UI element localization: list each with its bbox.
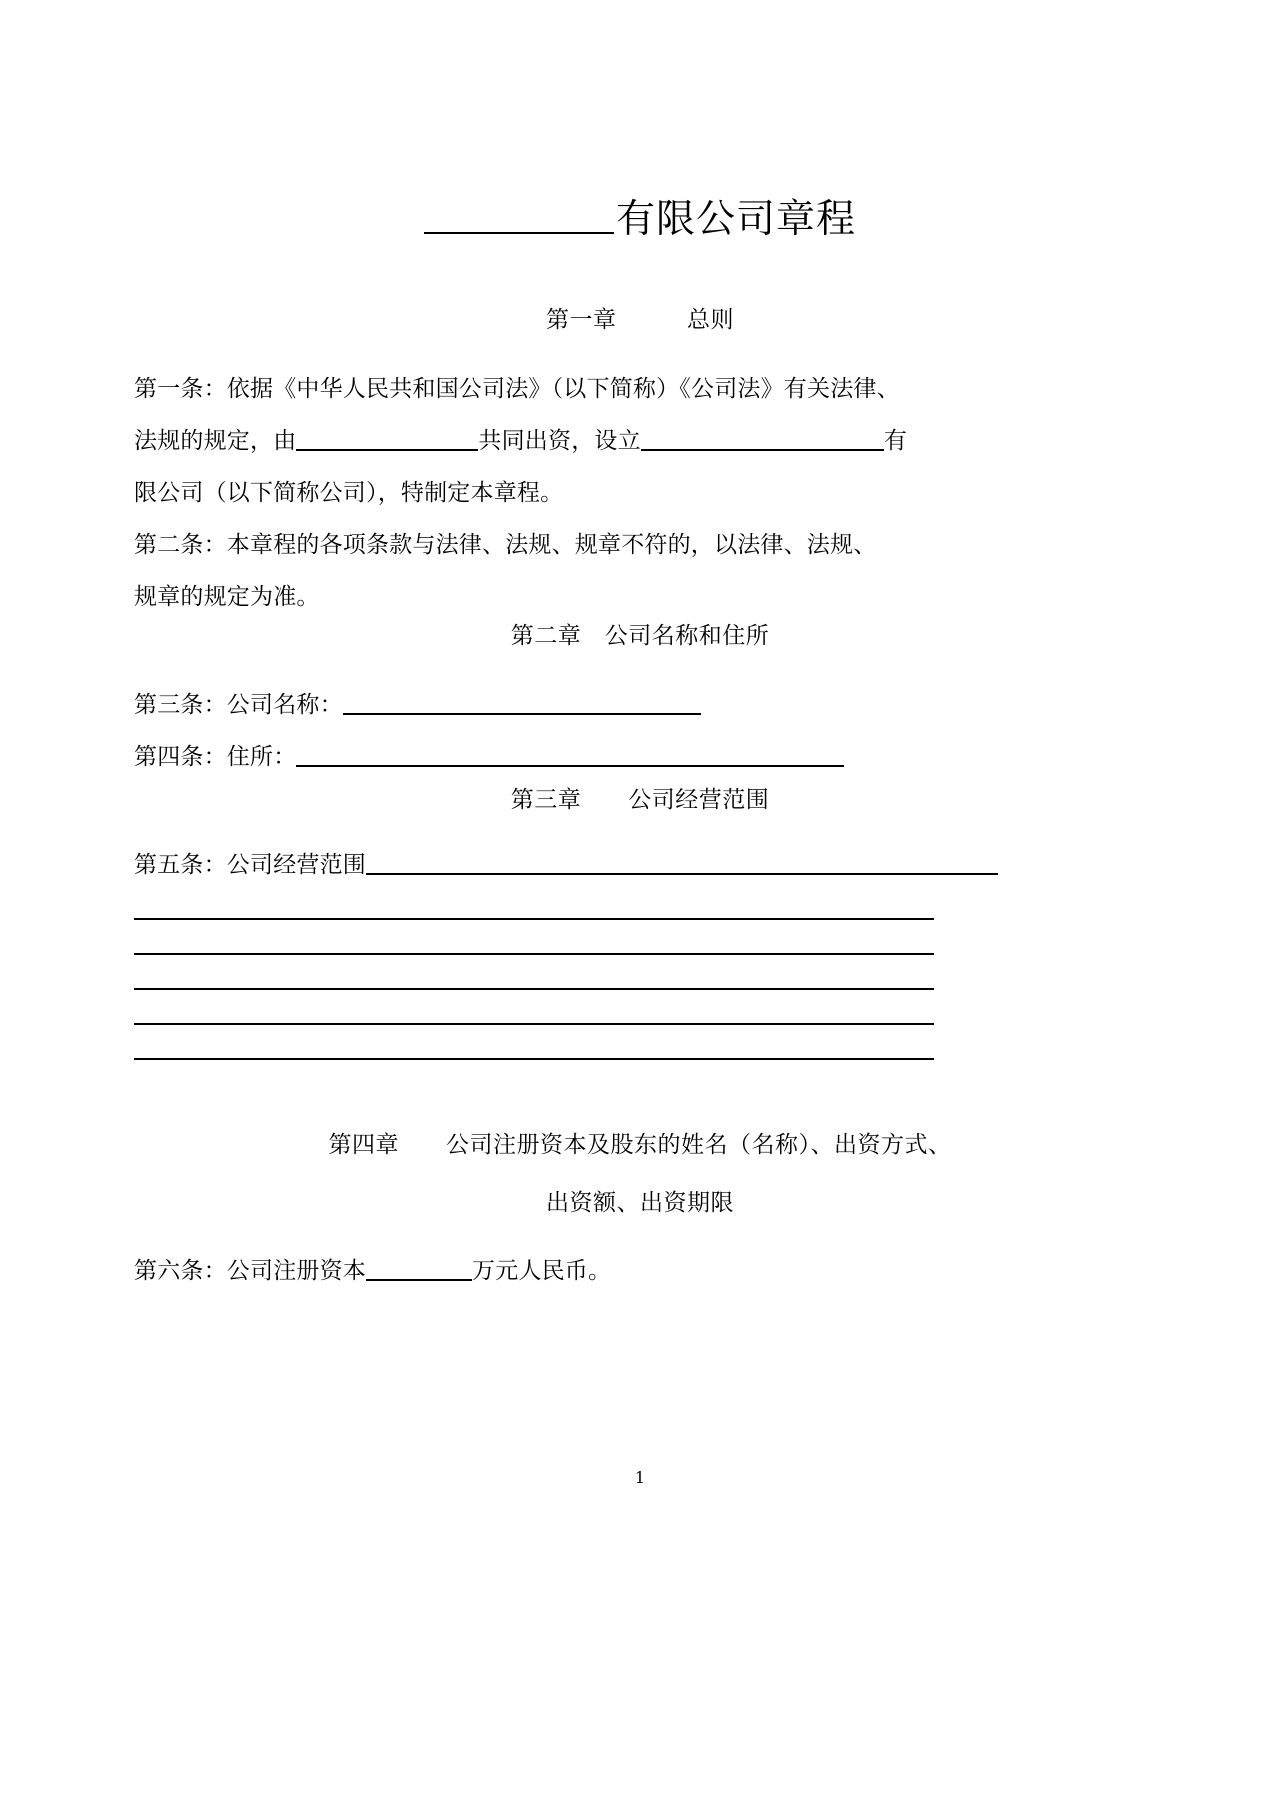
article-1-line-2 [134,415,1146,467]
chapter-1-heading: 第一章 总则 [546,307,734,333]
article-6-line [134,1245,1146,1297]
address-field[interactable] [296,743,844,767]
article-5-label: 第五条：公司经营范围 [134,852,366,878]
article-2 [134,519,1146,623]
article-4-line [134,731,1146,783]
article-1-line-3: 限公司（以下简称公司），特制定本章程。 [134,480,564,506]
registered-capital-field[interactable] [366,1257,472,1281]
article-2-line-2: 规章的规定为准。 [134,584,320,610]
article-1 [134,363,1146,519]
title-blank-field[interactable] [424,196,614,234]
founders-blank-field[interactable] [296,427,478,451]
chapter-4-heading-line-1: 第四章 公司注册资本及股东的姓名（名称）、出资方式、 [328,1132,952,1158]
article-1-seg-2: 共同出资，设立 [478,428,641,454]
article-6-prefix: 第六条：公司注册资本 [134,1258,366,1284]
business-scope-field-line-6[interactable] [134,1058,934,1060]
article-1-seg-1: 法规的规定，由 [134,428,297,454]
chapter-3-heading: 第三章 公司经营范围 [510,787,770,813]
chapter-4-heading-line-2: 出资额、出资期限 [546,1190,734,1216]
article-3-label: 第三条：公司名称： [134,692,343,718]
title-text: 有限公司章程 [615,196,856,242]
article-3 [134,679,1146,731]
article-5-line [134,839,1146,891]
business-scope-field-line-4[interactable] [134,988,934,990]
article-6-suffix: 万元人民币。 [472,1258,612,1284]
page-title [134,196,1146,242]
company-name-field[interactable] [343,691,701,715]
article-1-seg-3: 有 [883,428,908,454]
article-4 [134,731,1146,783]
business-scope-field-line-2[interactable] [134,918,934,920]
article-5 [134,839,1146,891]
article-1-line-1: 第一条：依据《中华人民共和国公司法》（以下简称）《公司法》有关法律、 [134,376,900,402]
article-2-line-1: 第二条：本章程的各项条款与法律、法规、规章不符的，以法律、法规、 [134,532,877,558]
article-3-line [134,679,1146,731]
article-6 [134,1245,1146,1297]
article-4-label: 第四条：住所： [134,744,297,770]
business-scope-field-line-5[interactable] [134,1023,934,1025]
chapter-2-heading: 第二章 公司名称和住所 [510,623,770,649]
business-scope-ruled-lines [134,918,934,1060]
company-name-blank-field[interactable] [641,427,884,451]
business-scope-field-line-1[interactable] [366,851,998,875]
page-number: 1 [634,1468,646,1487]
business-scope-field-line-3[interactable] [134,953,934,955]
